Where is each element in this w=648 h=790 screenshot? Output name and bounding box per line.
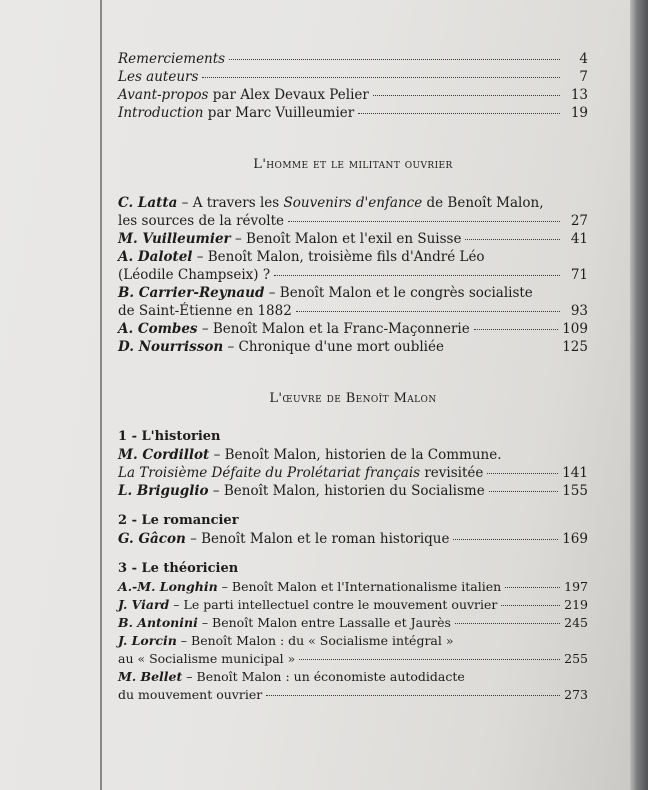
page-number: 7 — [579, 69, 588, 85]
page-number: 109 — [562, 321, 588, 337]
page-number: 13 — [570, 87, 588, 103]
page-gutter-line — [100, 0, 102, 790]
leader-dots — [288, 220, 560, 222]
leader-dots — [489, 490, 558, 492]
page-number: 245 — [564, 615, 588, 630]
page-number: 93 — [570, 303, 588, 319]
part-heading-romancier: 2 - Le romancier — [118, 513, 239, 528]
leader-dots — [455, 622, 560, 624]
page-number: 71 — [570, 267, 588, 283]
part-heading-historien: 1 - L'historien — [118, 429, 221, 444]
toc-entry-combes: A. Combes – Benoît Malon et la Franc-Maçonnerie 109 — [118, 321, 588, 337]
page-number: 219 — [564, 597, 588, 612]
section-title-oeuvre: L'œuvre de Benoît Malon — [269, 391, 437, 406]
toc-entry-auteurs: Les auteurs 7 — [118, 69, 588, 85]
leader-dots — [505, 586, 560, 588]
toc-entry-carrier-reynaud: B. Carrier-Reynaud – Benoît Malon et le congrès socialiste de Saint-Étienne en 1882 93 — [118, 285, 588, 319]
leader-dots — [296, 310, 560, 312]
toc-entry-viard: J. Viard – Le parti intellectuel contre le mouvement ouvrier 219 — [118, 597, 588, 612]
toc-entry-longhin: A.-M. Longhin – Benoît Malon et l'Internationalisme italien 197 — [118, 579, 588, 594]
page-number: 155 — [562, 483, 588, 499]
toc-entry-lorcin: J. Lorcin – Benoît Malon : du « Socialisme intégral » au « Socialisme municipal » 255 — [118, 633, 588, 666]
toc-entry-introduction: Introduction par Marc Vuilleumier 19 — [118, 105, 588, 121]
leader-dots — [453, 538, 558, 540]
table-of-contents — [118, 50, 588, 704]
section-title-homme: L'homme et le militant ouvrier — [253, 157, 453, 172]
toc-entry-nourrisson: D. Nourrisson – Chronique d'une mort oubliée 125 — [118, 339, 588, 355]
toc-entry-bellet: M. Bellet – Benoît Malon : un économiste autodidacte du mouvement ouvrier 273 — [118, 669, 588, 702]
toc-entry-briguglio: L. Briguglio – Benoît Malon, historien du Socialisme 155 — [118, 483, 588, 499]
leader-dots — [474, 328, 559, 330]
toc-entry-remerciements: Remerciements 4 — [118, 51, 588, 67]
page-number: 19 — [570, 105, 588, 121]
toc-entry-gacon: G. Gâcon – Benoît Malon et le roman historique 169 — [118, 531, 588, 547]
page-number: 125 — [562, 339, 588, 355]
page-number: 27 — [570, 213, 588, 229]
page-number: 41 — [570, 231, 588, 247]
leader-dots — [266, 694, 560, 696]
page-number: 273 — [564, 687, 588, 702]
leader-dots — [358, 112, 560, 114]
toc-entry-cordillot: M. Cordillot – Benoît Malon, historien de la Commune. La Troisième Défaite du Prolétariat français revisitée 141 — [118, 447, 588, 481]
book-edge-shadow — [630, 0, 648, 790]
leader-dots — [274, 274, 560, 276]
leader-dots — [487, 472, 558, 474]
page-number: 255 — [564, 651, 588, 666]
toc-entry-latta: C. Latta – A travers les Souvenirs d'enfance de Benoît Malon, les sources de la révolte 27 — [118, 195, 588, 229]
page-number: 4 — [579, 51, 588, 67]
leader-dots — [229, 58, 560, 60]
toc-entry-avant-propos: Avant-propos par Alex Devaux Pelier 13 — [118, 87, 588, 103]
toc-entry-dalotel: A. Dalotel – Benoît Malon, troisième fils d'André Léo (Léodile Champseix) ? 71 — [118, 249, 588, 283]
leader-dots — [202, 76, 560, 78]
page-number: 197 — [564, 579, 588, 594]
leader-dots — [373, 94, 560, 96]
leader-dots — [465, 238, 560, 240]
page-number: 141 — [562, 465, 588, 481]
page-number: 169 — [562, 531, 588, 547]
part-heading-theoricien: 3 - Le théoricien — [118, 561, 239, 576]
toc-entry-antonini: B. Antonini – Benoît Malon entre Lassalle et Jaurès 245 — [118, 615, 588, 630]
leader-dots — [501, 604, 560, 606]
toc-entry-vuilleumier: M. Vuilleumier – Benoît Malon et l'exil en Suisse 41 — [118, 231, 588, 247]
leader-dots — [299, 658, 560, 660]
